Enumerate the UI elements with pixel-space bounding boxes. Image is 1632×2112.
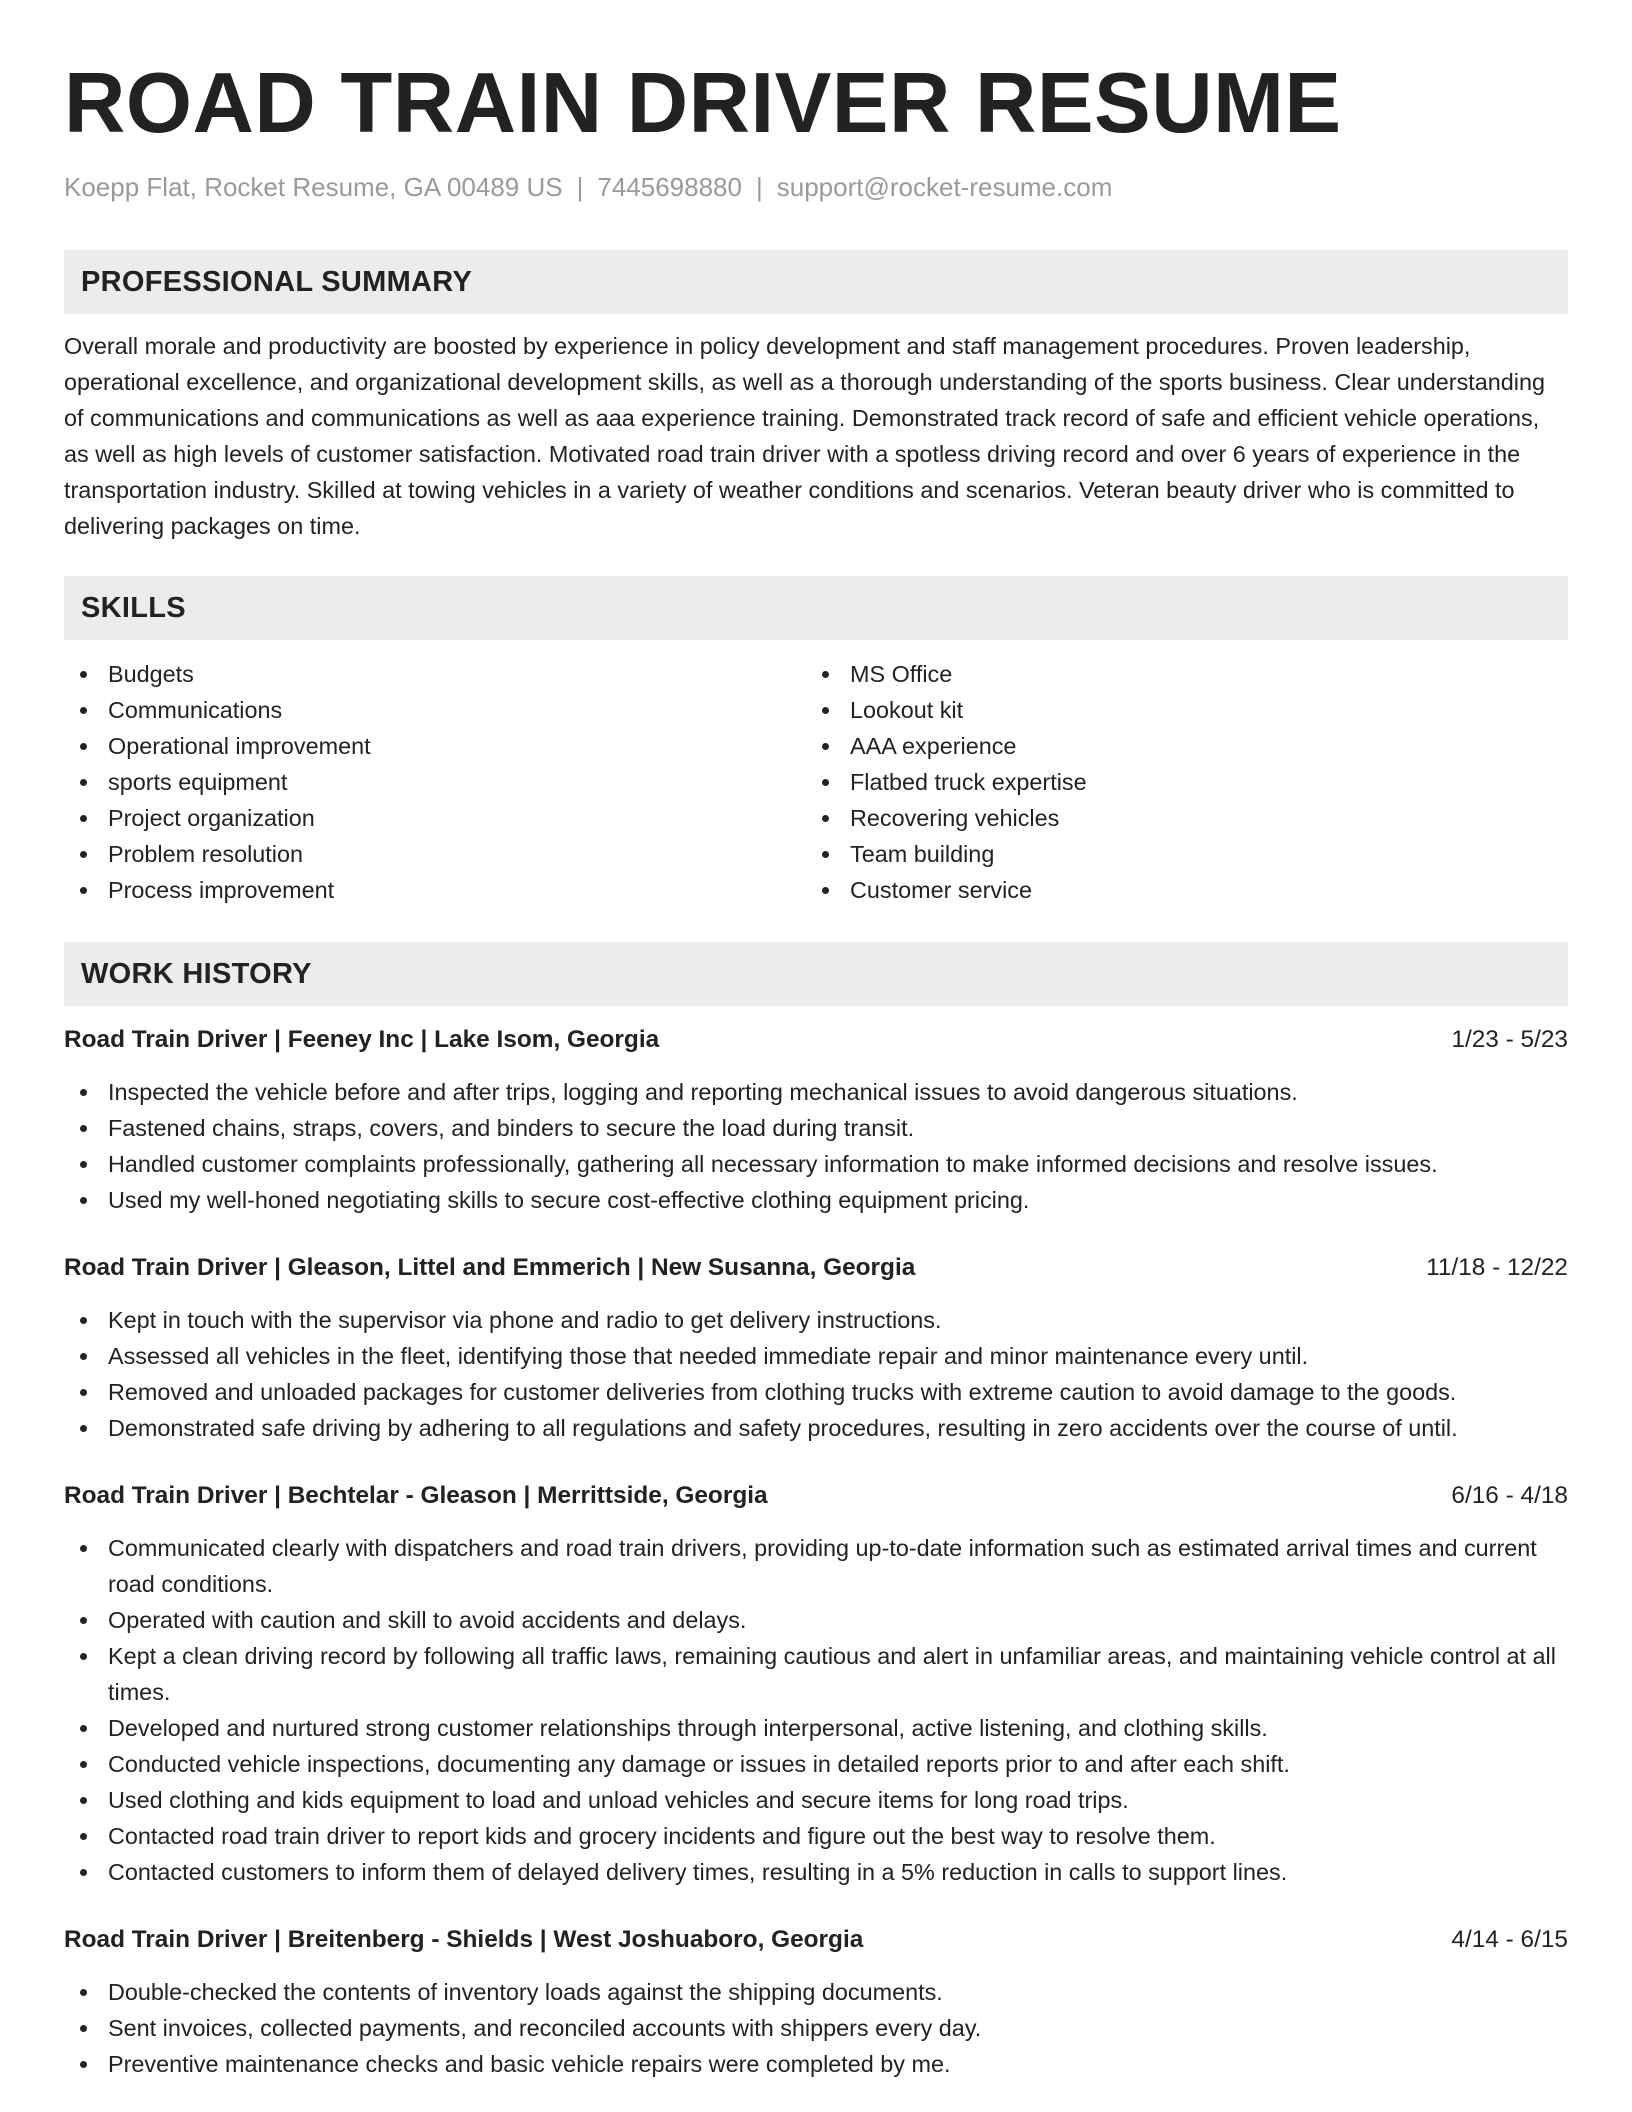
job-bullet: Fastened chains, straps, covers, and binders to secure the load during transit. bbox=[64, 1110, 1568, 1146]
job-bullet: Communicated clearly with dispatchers and road train drivers, providing up-to-date information such as estimated arrival times and current road conditions. bbox=[64, 1530, 1568, 1602]
job-bullet: Double-checked the contents of inventory loads against the shipping documents. bbox=[64, 1974, 1568, 2010]
job-title: Road Train Driver | Bechtelar - Gleason | Merrittside, Georgia bbox=[64, 1482, 768, 1509]
skills-column-left bbox=[64, 656, 806, 908]
skill-item: MS Office bbox=[806, 656, 1548, 692]
job-bullet: Preventive maintenance checks and basic vehicle repairs were completed by me. bbox=[64, 2046, 1568, 2082]
job-bullet: Used clothing and kids equipment to load and unload vehicles and secure items for long road trips. bbox=[64, 1782, 1568, 1818]
job-bullet: Used my well-honed negotiating skills to secure cost-effective clothing equipment pricing. bbox=[64, 1182, 1568, 1218]
skills-grid bbox=[64, 656, 1568, 908]
job-dates: 11/18 - 12/22 bbox=[1426, 1254, 1568, 1281]
skill-item: Lookout kit bbox=[806, 692, 1548, 728]
job-header bbox=[64, 1478, 1568, 1514]
job-entry bbox=[64, 1022, 1568, 1218]
job-bullet: Operated with caution and skill to avoid accidents and delays. bbox=[64, 1602, 1568, 1638]
job-dates: 1/23 - 5/23 bbox=[1451, 1026, 1568, 1053]
skill-item: Recovering vehicles bbox=[806, 800, 1548, 836]
job-header bbox=[64, 1250, 1568, 1286]
job-entry bbox=[64, 1250, 1568, 1446]
skill-item: Operational improvement bbox=[64, 728, 806, 764]
job-bullet: Developed and nurtured strong customer relationships through interpersonal, active listening, and clothing skills. bbox=[64, 1710, 1568, 1746]
contact-email: support@rocket-resume.com bbox=[776, 172, 1113, 202]
skills-heading: SKILLS bbox=[64, 576, 1568, 640]
job-title: Road Train Driver | Gleason, Littel and Emmerich | New Susanna, Georgia bbox=[64, 1254, 916, 1281]
job-bullets bbox=[64, 1302, 1568, 1446]
job-bullet: Kept in touch with the supervisor via phone and radio to get delivery instructions. bbox=[64, 1302, 1568, 1338]
job-header bbox=[64, 1922, 1568, 1958]
job-bullets bbox=[64, 1974, 1568, 2082]
resume-title: ROAD TRAIN DRIVER RESUME bbox=[64, 56, 1342, 151]
job-bullet: Conducted vehicle inspections, documenting any damage or issues in detailed reports prior to and after each shift. bbox=[64, 1746, 1568, 1782]
job-bullet: Demonstrated safe driving by adhering to all regulations and safety procedures, resulting in zero accidents over the course of until. bbox=[64, 1410, 1568, 1446]
skill-item: Team building bbox=[806, 836, 1548, 872]
job-entry bbox=[64, 1478, 1568, 1890]
contact-address: Koepp Flat, Rocket Resume, GA 00489 US bbox=[64, 172, 563, 202]
skill-item: AAA experience bbox=[806, 728, 1548, 764]
skill-item: sports equipment bbox=[64, 764, 806, 800]
contact-separator: | bbox=[755, 172, 763, 202]
job-bullet: Contacted road train driver to report kids and grocery incidents and figure out the best way to resolve them. bbox=[64, 1818, 1568, 1854]
job-bullets bbox=[64, 1530, 1568, 1890]
job-header bbox=[64, 1022, 1568, 1058]
skill-item: Process improvement bbox=[64, 872, 806, 908]
contact-separator: | bbox=[576, 172, 584, 202]
contact-line bbox=[64, 170, 1568, 204]
skill-item: Flatbed truck expertise bbox=[806, 764, 1548, 800]
skill-item: Budgets bbox=[64, 656, 806, 692]
resume-page bbox=[64, 0, 1568, 2082]
job-bullet: Handled customer complaints professionally, gathering all necessary information to make informed decisions and resolve issues. bbox=[64, 1146, 1568, 1182]
skill-item: Customer service bbox=[806, 872, 1548, 908]
work-history-heading: WORK HISTORY bbox=[64, 942, 1568, 1006]
job-dates: 6/16 - 4/18 bbox=[1451, 1482, 1568, 1509]
job-bullets bbox=[64, 1074, 1568, 1218]
summary-text: Overall morale and productivity are boosted by experience in policy development and staff management procedures. Proven leadership, operational excellence, and organizational development skills, as well as a thorough understanding of the sports business. Clear understanding of communications and communications as well as aaa experience training. Demonstrated track record of safe and efficient vehicle operations, as well as high levels of customer satisfaction. Motivated road train driver with a spotless driving record and over 6 years of experience in the transportation industry. Skilled at towing vehicles in a variety of weather conditions and scenarios. Veteran beauty driver who is committed to delivering packages on time. bbox=[64, 333, 1546, 539]
skills-column-right bbox=[806, 656, 1548, 908]
skill-item: Problem resolution bbox=[64, 836, 806, 872]
job-bullet: Contacted customers to inform them of delayed delivery times, resulting in a 5% reduction in calls to support lines. bbox=[64, 1854, 1568, 1890]
job-bullet: Assessed all vehicles in the fleet, identifying those that needed immediate repair and minor maintenance every until. bbox=[64, 1338, 1568, 1374]
job-bullet: Sent invoices, collected payments, and reconciled accounts with shippers every day. bbox=[64, 2010, 1568, 2046]
job-bullet: Kept a clean driving record by following all traffic laws, remaining cautious and alert in unfamiliar areas, and maintaining vehicle control at all times. bbox=[64, 1638, 1568, 1710]
job-bullet: Inspected the vehicle before and after trips, logging and reporting mechanical issues to avoid dangerous situations. bbox=[64, 1074, 1568, 1110]
skill-item: Communications bbox=[64, 692, 806, 728]
job-entry bbox=[64, 1922, 1568, 2082]
job-dates: 4/14 - 6/15 bbox=[1451, 1926, 1568, 1953]
skill-item: Project organization bbox=[64, 800, 806, 836]
job-title: Road Train Driver | Breitenberg - Shields | West Joshuaboro, Georgia bbox=[64, 1926, 864, 1953]
job-bullet: Removed and unloaded packages for customer deliveries from clothing trucks with extreme caution to avoid damage to the goods. bbox=[64, 1374, 1568, 1410]
contact-phone: 7445698880 bbox=[597, 172, 742, 202]
job-title: Road Train Driver | Feeney Inc | Lake Isom, Georgia bbox=[64, 1026, 660, 1053]
summary-heading: PROFESSIONAL SUMMARY bbox=[64, 250, 1568, 314]
